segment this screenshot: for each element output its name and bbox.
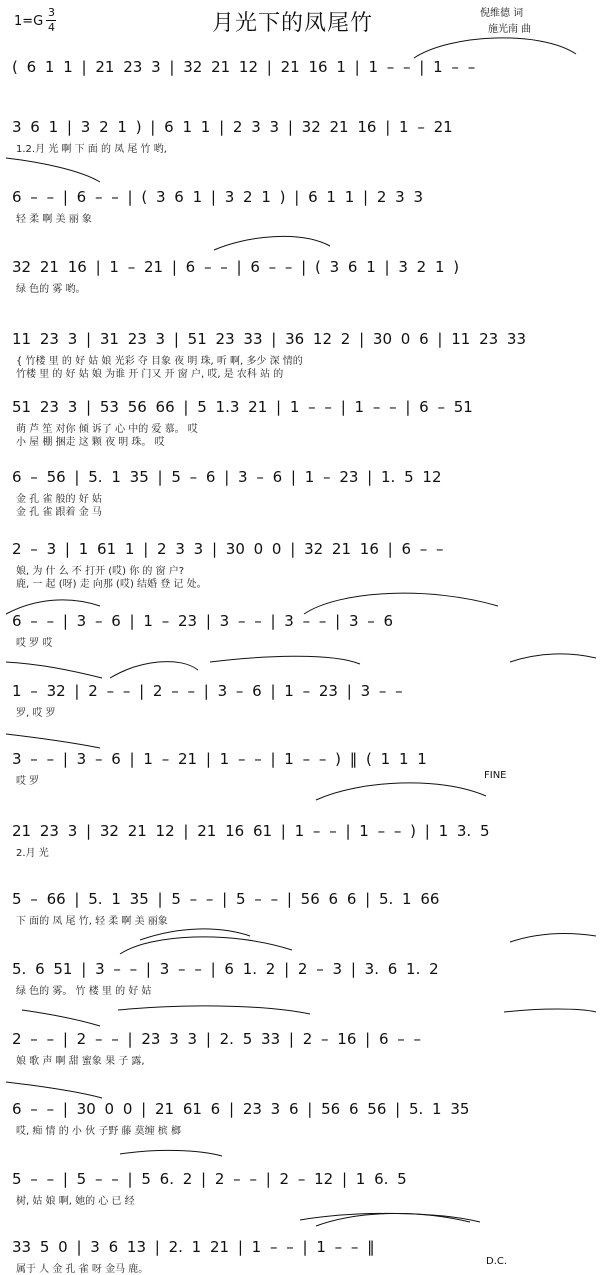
lyricist-credit: 倪维德 词 (480, 8, 524, 19)
notation-line: 3 6 1 | 3 2 1 ) | 6 1 1 | 2 3 3 | 32 21 16 | 1 – 21 (12, 118, 453, 136)
notation-line: 5 – – | 5 – – | 5 6. 2 | 2 – – | 2 – 12 | 1 6. 5 (12, 1170, 407, 1188)
fine-marker: FINE (484, 770, 507, 781)
lyric-line: 竹楼 里 的 好 姑 娘 为谁 开 门又 开 窗 户, 哎, 是 农科 站 的 (16, 369, 284, 380)
dc-marker: D.C. (486, 1256, 508, 1267)
lyric-line: 哎 罗 哎 (16, 638, 53, 649)
time-signature-top: 3 (48, 6, 55, 19)
notation-line: 2 – 3 | 1 61 1 | 2 3 3 | 30 0 0 | 32 21 16 | 6 – – (12, 540, 444, 558)
lyric-line: 树, 姑 娘 啊, 她的 心 已 经 (16, 1196, 135, 1207)
notation-line: 6 – – | 30 0 0 | 21 61 6 | 23 3 6 | 56 6 56 | 5. 1 35 (12, 1100, 470, 1118)
notation-line: 5. 6 51 | 3 – – | 3 – – | 6 1. 2 | 2 – 3 | 3. 6 1. 2 (12, 960, 439, 978)
lyric-line: 绿 色的 雾。 竹 楼 里 的 好 姑 (16, 986, 152, 997)
lyric-line: 娘 歌 声 啊 甜 蜜象 果 子 露, (16, 1056, 145, 1067)
lyric-line: 绿 色的 雾 哟。 (16, 284, 86, 295)
notation-line: 6 – – | 6 – – | ( 3 6 1 | 3 2 1 ) | 6 1 1 | 2 3 3 (12, 188, 424, 206)
lyric-line: { 竹楼 里 的 好 姑 娘 光彩 夺 目象 夜 明 珠, 听 啊, 多少 深 情的 (16, 356, 303, 367)
song-title: 月光下的凤尾竹 (212, 11, 374, 36)
notation-line: 11 23 3 | 31 23 3 | 51 23 33 | 36 12 2 | 30 0 6 | 11 23 33 (12, 330, 527, 348)
key-signature: 1=G (14, 14, 44, 29)
notation-line: 6 – 56 | 5. 1 35 | 5 – 6 | 3 – 6 | 1 – 23 | 1. 5 12 (12, 468, 442, 486)
notation-line: ( 6 1 1 | 21 23 3 | 32 21 12 | 21 16 1 | 1 – – | 1 – – (12, 58, 476, 76)
lyric-line: 金 孔 雀 般的 好 姑 (16, 494, 102, 505)
notation-line: 6 – – | 3 – 6 | 1 – 23 | 3 – – | 3 – – | 3 – 6 (12, 612, 394, 630)
lyric-line: 鹿, 一 起 (呀) 走 向那 (哎) 结婚 登 记 处。 (16, 579, 207, 590)
notation-line: 2 – – | 2 – – | 23 3 3 | 2. 5 33 | 2 – 16 | 6 – – (12, 1030, 422, 1048)
notation-line: 32 21 16 | 1 – 21 | 6 – – | 6 – – | ( 3 6 1 | 3 2 1 ) (12, 258, 460, 276)
lyric-line: 下 面的 凤 尾 竹, 轻 柔 啊 美 丽象 (16, 916, 168, 927)
lyric-line: 1.2.月 光 啊 下 面 的 凤 尾 竹 哟, (16, 144, 167, 155)
lyric-line: 属于 人 金 孔 雀 呀 金马 鹿。 (16, 1264, 149, 1275)
notation-line: 33 5 0 | 3 6 13 | 2. 1 21 | 1 – – | 1 – – ‖ (12, 1238, 375, 1256)
lyric-line: 哎 罗 (16, 776, 40, 787)
notation-line: 51 23 3 | 53 56 66 | 5 1.3 21 | 1 – – | 1 – – | 6 – 51 (12, 398, 473, 416)
lyric-line: 2.月 光 (16, 848, 49, 859)
lyric-line: 娘, 为 什 么 不 打开 (哎) 你 的 窗 户? (16, 566, 185, 577)
lyric-line: 轻 柔 啊 美 丽 象 (16, 214, 92, 225)
composer-credit: 施光南 曲 (488, 24, 532, 35)
notation-line: 1 – 32 | 2 – – | 2 – – | 3 – 6 | 1 – 23 | 3 – – (12, 682, 403, 700)
lyric-line: 小 屋 棚 捆走 这 颗 夜 明 珠。 哎 (16, 437, 165, 448)
lyric-line: 萌 芦 笙 对你 倾 诉了 心 中的 爱 慕。 哎 (16, 424, 198, 435)
notation-line: 21 23 3 | 32 21 12 | 21 16 61 | 1 – – | 1 – – ) | 1 3. 5 (12, 822, 490, 840)
lyric-line: 哎, 痴 情 的 小 伙 子野 藤 莫缠 槟 榔 (16, 1126, 181, 1137)
time-signature-bottom: 4 (48, 21, 55, 34)
notation-line: 3 – – | 3 – 6 | 1 – 21 | 1 – – | 1 – – ) ‖ ( 1 1 1 (12, 750, 427, 768)
lyric-line: 金 孔 雀 跟着 金 马 (16, 507, 102, 518)
notation-line: 5 – 66 | 5. 1 35 | 5 – – | 5 – – | 56 6 6 | 5. 1 66 (12, 890, 440, 908)
lyric-line: 罗, 哎 罗 (16, 708, 56, 719)
